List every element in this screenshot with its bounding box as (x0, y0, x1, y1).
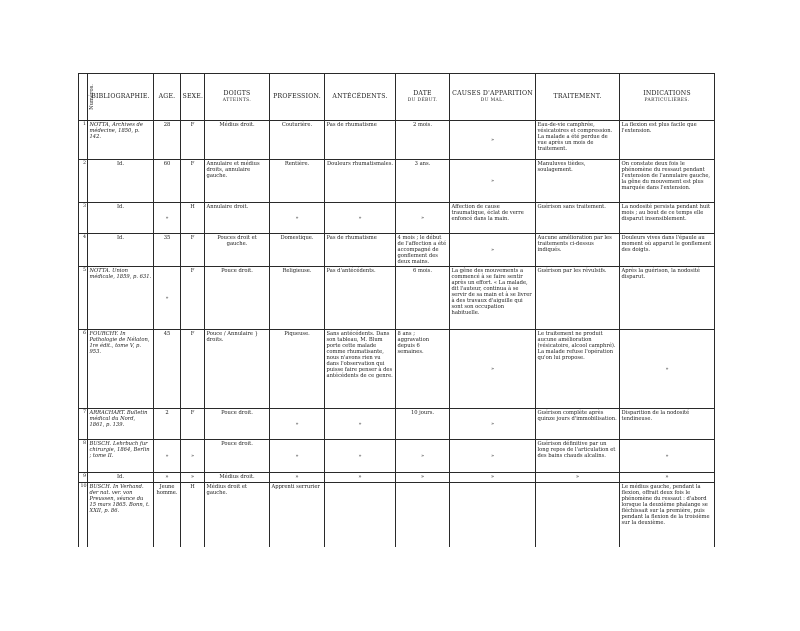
cell-date: 8 ans ; aggravation depuis 6 semaines. (396, 330, 450, 409)
cell-date: » (396, 473, 450, 483)
cell-traitement: Guérison sans traitement. (536, 203, 620, 234)
header-date-label: DATE (413, 89, 432, 97)
cell-profession: Religieuse. (270, 267, 325, 330)
cell-indications: La nodosité persista pendant huit mois ; au bout de ce temps elle disparut insensiblement. (620, 203, 715, 234)
cell-age: 35 (154, 234, 181, 267)
cell-antecedents: Pas de rhumatisme (325, 234, 396, 267)
header-indications-sub: PARTICULIÈRES. (644, 97, 690, 103)
cell-traitement (536, 483, 620, 548)
cell-profession: Apprenti serrurier (270, 483, 325, 548)
cell-causes: » (450, 409, 536, 440)
cell-traitement: Le traitement ne produit aucune amélioration (vésicatoire, alcool camphré). La malade refuse l'opération qu'on lui propose. (536, 330, 620, 409)
cell-sexe: H (181, 203, 205, 234)
cell-numero: 1 (79, 121, 88, 160)
cell-bibliographie: Id. (88, 203, 154, 234)
cell-numero: 6 (79, 330, 88, 409)
cell-indications: » (620, 330, 715, 409)
header-causes (450, 74, 536, 121)
header-doigts (205, 74, 270, 121)
cell-bibliographie: ARRACHART. Bulletin médical du Nord, 1861, p. 139. (88, 409, 154, 440)
header-numero (79, 74, 95, 121)
cell-sexe: F (181, 160, 205, 203)
cell-traitement: Guérison définitive par un long repos de l'articulation et des bains chauds alcalins. (536, 440, 620, 473)
cell-sexe: F (181, 409, 205, 440)
header-profession-label: PROFESSION. (273, 93, 321, 100)
cell-traitement: Guérison complète après quinze jours d'immobilisation. (536, 409, 620, 440)
cell-causes: La gêne des mouvements a commencé à se faire sentir après un effort. « La malade, dit l'auteur, continua à se servir de sa main et à se livrer à des travaux d'aiguille qui sont son occupation habituelle. (450, 267, 536, 330)
table-row (79, 203, 715, 234)
cell-bibliographie: NOTTA, Archives de médecine, 1850, p. 142. (88, 121, 154, 160)
cell-indications: Douleurs vives dans l'épaule au moment où apparut le gonflement des doigts. (620, 234, 715, 267)
cell-age: » (154, 440, 181, 473)
cell-indications: La flexion est plus facile que l'extension. (620, 121, 715, 160)
cell-date: 10 jours. (396, 409, 450, 440)
cell-indications: Le médius gauche, pendant la flexion, offrait deux fois le phénomène du ressaut : d'abord lorsque la deuxième phalange se fléchissait sur la première, puis pendant la flexion de la troisième sur la deuxième. (620, 483, 715, 548)
header-sexe (181, 74, 205, 121)
cell-sexe: F (181, 121, 205, 160)
cell-doigts: Médius droit. (205, 473, 270, 483)
cell-profession: » (270, 440, 325, 473)
cell-date: » (396, 440, 450, 473)
header-antecedents-label: ANTÉCÉDENTS. (332, 93, 388, 100)
header-causes-label: CAUSES D'APPARITION (452, 89, 533, 97)
cell-antecedents: » (325, 473, 396, 483)
header-causes-sub: DU MAL. (480, 97, 505, 103)
cell-profession: » (270, 203, 325, 234)
cell-numero: 7 (79, 409, 88, 440)
cell-indications: » (620, 473, 715, 483)
cell-age: Jeune homme. (154, 483, 181, 548)
cell-bibliographie: FOURCHY. In Pathologie de Nélaton, 1re édit., tome V, p. 953. (88, 330, 154, 409)
cell-bibliographie: Id. (88, 473, 154, 483)
cell-age: » (154, 203, 181, 234)
header-numero-label: Numéros. (88, 84, 95, 110)
header-bibliographie-label: BIBLIOGRAPHIE. (91, 93, 150, 100)
cell-age: 60 (154, 160, 181, 203)
cell-indications: Après la guérison, la nodosité disparut. (620, 267, 715, 330)
header-age-label: AGE. (158, 93, 176, 100)
header-doigts-label: DOIGTS (223, 89, 251, 97)
cell-numero: 8 (79, 440, 88, 473)
cell-numero: 2 (79, 160, 88, 203)
cell-age: » (154, 473, 181, 483)
cell-date: 4 mois ; le début de l'affection a été accompagné de gonflement des deux mains. (396, 234, 450, 267)
header-antecedents (325, 74, 396, 121)
table-row (79, 330, 715, 409)
header-date-sub: DU DÉBUT. (407, 97, 438, 103)
table-row (79, 121, 715, 160)
header-profession (270, 74, 325, 121)
cell-bibliographie: Id. (88, 160, 154, 203)
cell-indications: Disparition de la nodosité tendineuse. (620, 409, 715, 440)
table-row (79, 267, 715, 330)
cell-causes: » (450, 121, 536, 160)
table-header-row (79, 74, 715, 121)
cell-bibliographie: NOTTA. Union médicale, 1859, p. 631. (88, 267, 154, 330)
cell-indications: » (620, 440, 715, 473)
cell-doigts: Pouce droit. (205, 440, 270, 473)
cell-profession: Domestique. (270, 234, 325, 267)
cell-bibliographie: Id. (88, 234, 154, 267)
table-row (79, 483, 715, 548)
cell-profession: Piqueuse. (270, 330, 325, 409)
header-indications-label: INDICATIONS (643, 89, 691, 97)
cell-age: » (154, 267, 181, 330)
header-traitement-label: TRAITEMENT. (553, 93, 602, 100)
header-traitement (536, 74, 620, 121)
cell-causes: Affection de cause traumatique, éclat de verre enfoncé dans la main. (450, 203, 536, 234)
table-row (79, 160, 715, 203)
cell-numero: 10 (79, 483, 88, 548)
cell-doigts: Pouce droit. (205, 267, 270, 330)
cell-doigts: Pouces droit et gauche. (205, 234, 270, 267)
cell-profession: » (270, 409, 325, 440)
header-indications (620, 74, 715, 121)
cell-numero: 5 (79, 267, 88, 330)
cell-sexe: » (181, 473, 205, 483)
cell-causes: » (450, 160, 536, 203)
cell-causes: » (450, 330, 536, 409)
cell-profession: » (270, 473, 325, 483)
cell-age: 28 (154, 121, 181, 160)
table-row (79, 234, 715, 267)
header-sexe-label: SEXE. (182, 93, 204, 100)
cell-sexe: H (181, 483, 205, 548)
cell-antecedents: Sans antécédents. Dans son tableau, M. Blum porte cette malade comme rhumatisante, nous n'avons rien vu dans l'observation qui puisse faire penser à des antécédents de ce genre. (325, 330, 396, 409)
cell-sexe: » (181, 440, 205, 473)
cell-date: » (396, 203, 450, 234)
header-doigts-sub: ATTEINTS. (222, 97, 252, 103)
cell-traitement: » (536, 473, 620, 483)
cell-causes: » (450, 473, 536, 483)
cell-traitement: Guérison par les révulsifs. (536, 267, 620, 330)
cell-bibliographie: BUSCH. In Verhand. der nat. ver. von Preussen, séance du 15 mars 1865. Bonn, t. XXII, p. 86. (88, 483, 154, 548)
cell-date: 6 mois. (396, 267, 450, 330)
cell-age: 2 (154, 409, 181, 440)
cell-doigts: Pouce / Annulaire } droits. (205, 330, 270, 409)
cell-doigts: Annulaire et médius droits, annulaire gauche. (205, 160, 270, 203)
cell-doigts: Annulaire droit. (205, 203, 270, 234)
cell-bibliographie: BUSCH. Lehrbuch fur chirurgie, 1864, Berlin ; tome II. (88, 440, 154, 473)
cell-sexe: F (181, 330, 205, 409)
cell-traitement: Manuluves tièdes, soulagement. (536, 160, 620, 203)
cell-numero: 3 (79, 203, 88, 234)
cell-antecedents: » (325, 409, 396, 440)
cell-doigts: Pouce droit. (205, 409, 270, 440)
cell-indications: On constate deux fois le phénomène du ressaut pendant l'extension de l'annulaire gauche, la gêne du mouvement est plus marquée dans l'extension. (620, 160, 715, 203)
cell-doigts: Médius droit et gauche. (205, 483, 270, 548)
cell-date (396, 483, 450, 548)
cell-causes: » (450, 440, 536, 473)
cell-antecedents (325, 483, 396, 548)
cell-antecedents: Pas de rhumatisme (325, 121, 396, 160)
cell-sexe: F (181, 234, 205, 267)
cell-antecedents: » (325, 440, 396, 473)
cell-traitement: Eau-de-vie camphrée, vésicatoires et compression. La malade a été perdue de vue après un mois de traitement. (536, 121, 620, 160)
cell-profession: Rentière. (270, 160, 325, 203)
cell-traitement: Aucune amélioration par les traitements ci-dessus indiqués. (536, 234, 620, 267)
cell-antecedents: Douleurs rhumatismales. (325, 160, 396, 203)
observation-table (78, 73, 715, 547)
header-age (154, 74, 181, 121)
header-bibliographie (88, 74, 154, 121)
cell-numero: 9 (79, 473, 88, 483)
header-date (396, 74, 450, 121)
cell-doigts: Médius droit. (205, 121, 270, 160)
table-row (79, 440, 715, 473)
cell-profession: Couturière. (270, 121, 325, 160)
cell-sexe: F (181, 267, 205, 330)
table-row (79, 409, 715, 440)
cell-numero: 4 (79, 234, 88, 267)
cell-age: 45 (154, 330, 181, 409)
cell-causes: » (450, 234, 536, 267)
cell-date: 2 mois. (396, 121, 450, 160)
cell-date: 3 ans. (396, 160, 450, 203)
cell-antecedents: Pas d'antécédents. (325, 267, 396, 330)
cell-antecedents: » (325, 203, 396, 234)
observation-table-page (78, 73, 714, 547)
cell-causes (450, 483, 536, 548)
table-row (79, 473, 715, 483)
